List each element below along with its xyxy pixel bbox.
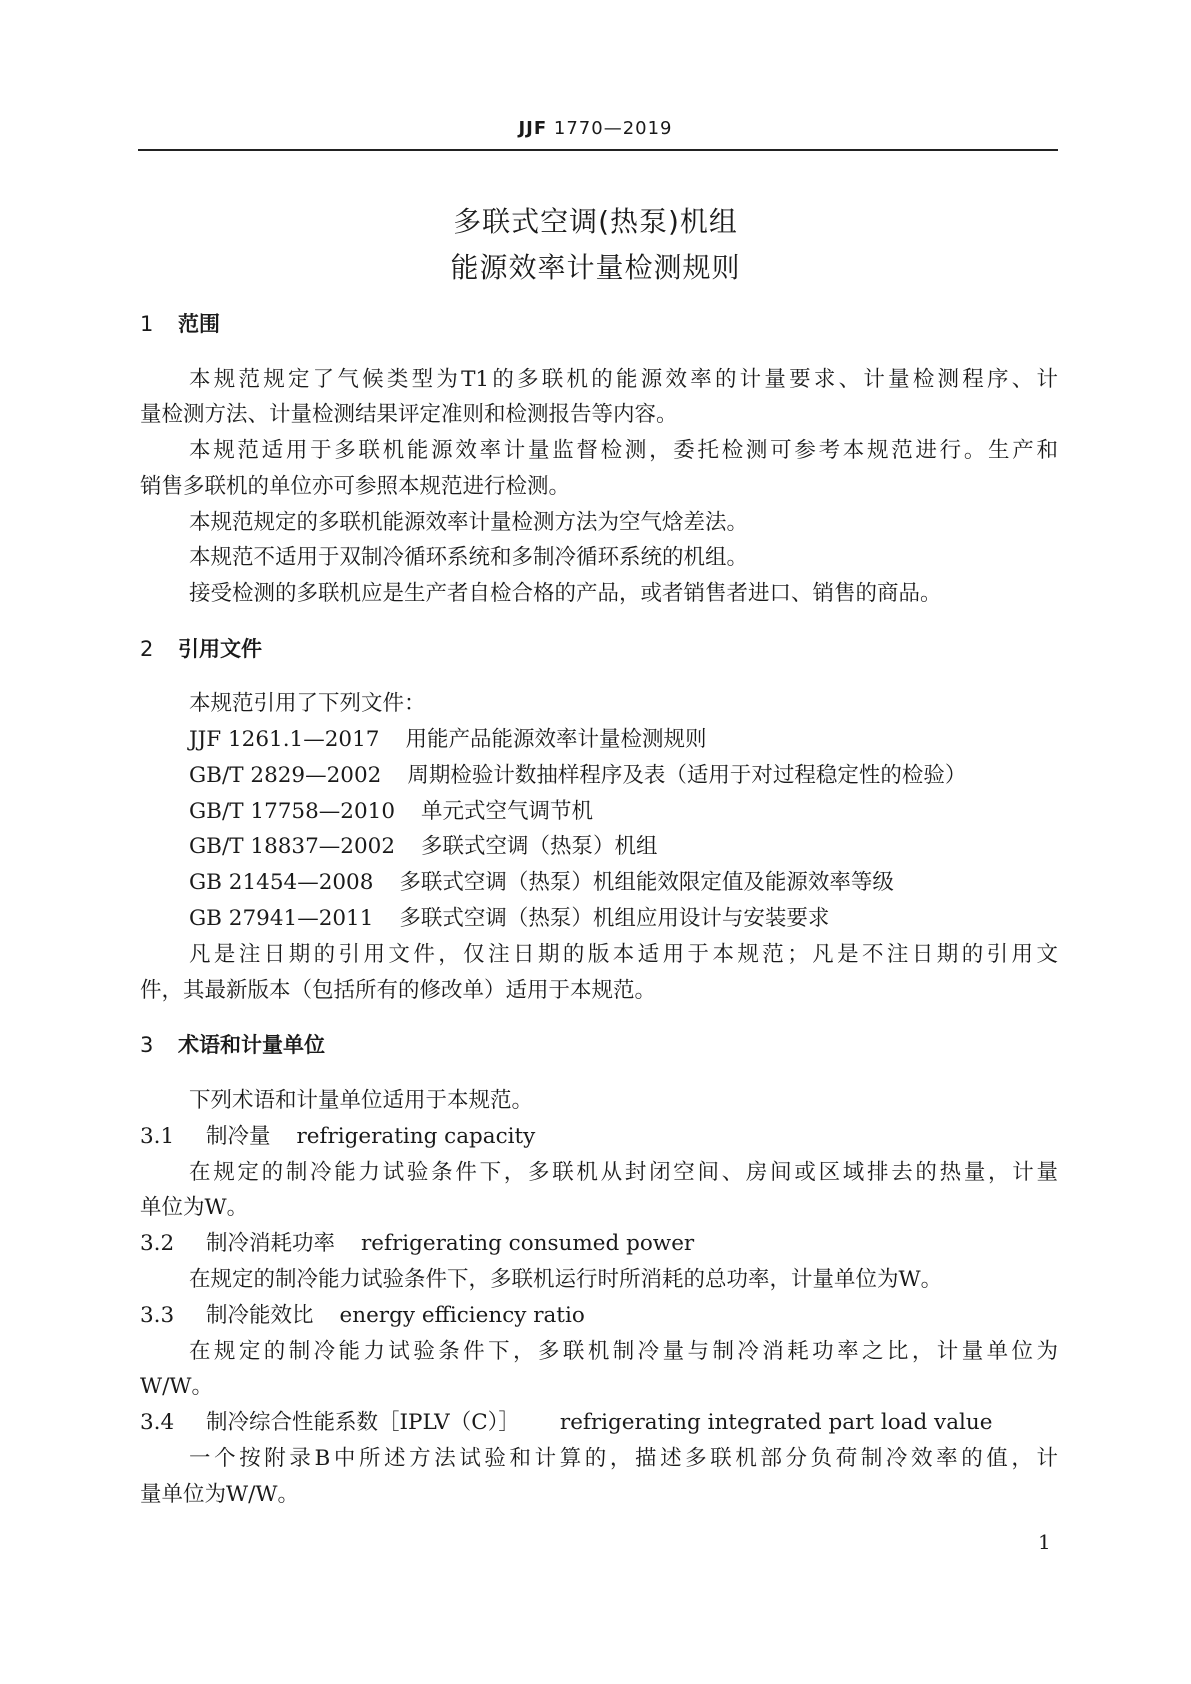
term-heading — [140, 1233, 694, 1255]
reference-name: 多联式空调（热泵）机组 — [421, 834, 658, 859]
standard-code-number: 1770—2019 — [547, 118, 673, 139]
s1-p3: 本规范规定的多联机能源效率计量检测方法为空气焓差法。 — [189, 510, 749, 535]
term-heading — [140, 1412, 992, 1434]
term-definition-line2: 量单位为W/W。 — [140, 1482, 299, 1507]
s1-p4: 本规范不适用于双制冷循环系统和多制冷循环系统的机组。 — [189, 545, 749, 570]
header-rule — [138, 149, 1058, 151]
term-number: 3.3 — [140, 1303, 175, 1328]
reference-item — [189, 908, 829, 930]
reference-code: GB 27941—2011 — [189, 906, 374, 931]
term-definition-line1: 一个按附录B中所述方法试验和计算的，描述多联机部分负荷制冷效率的值，计 — [189, 1446, 1058, 1471]
term-number: 3.2 — [140, 1231, 175, 1256]
section1-title: 范围 — [178, 312, 220, 336]
s1-p1-line2: 量检测方法、计量检测结果评定准则和检测报告等内容。 — [140, 402, 678, 427]
term-definition-line1: 在规定的制冷能力试验条件下，多联机运行时所消耗的总功率，计量单位为W。 — [189, 1267, 943, 1292]
term-definition-line2: 单位为W。 — [140, 1195, 249, 1220]
reference-code: GB 21454—2008 — [189, 870, 374, 895]
document-title-line1: 多联式空调(热泵)机组 — [453, 205, 738, 238]
reference-item — [189, 765, 966, 787]
reference-name: 用能产品能源效率计量检测规则 — [405, 727, 707, 752]
section2-heading — [140, 639, 262, 660]
s1-p1-line1: 本规范规定了气候类型为T1的多联机的能源效率的计量要求、计量检测程序、计 — [189, 367, 1058, 392]
term-zh: 制冷能效比 — [206, 1303, 314, 1328]
term-definition-line1: 在规定的制冷能力试验条件下，多联机制冷量与制冷消耗功率之比，计量单位为 — [189, 1339, 1058, 1364]
term-zh: 制冷量 — [206, 1124, 271, 1149]
reference-name: 多联式空调（热泵）机组能效限定值及能源效率等级 — [399, 870, 894, 895]
term-heading — [140, 1305, 585, 1327]
document-title-line2: 能源效率计量检测规则 — [450, 251, 741, 284]
term-number: 3.1 — [140, 1124, 175, 1149]
reference-code: GB/T 2829—2002 — [189, 763, 382, 788]
section2-number: 2 — [140, 637, 154, 661]
standard-code — [0, 118, 1191, 139]
section1-heading — [140, 314, 220, 335]
reference-item — [189, 872, 894, 894]
reference-code: GB/T 18837—2002 — [189, 834, 396, 859]
s1-p2-line2: 销售多联机的单位亦可参照本规范进行检测。 — [140, 474, 571, 499]
section3-title: 术语和计量单位 — [178, 1033, 325, 1057]
term-definition-line2: W/W。 — [140, 1374, 213, 1399]
s1-p5: 接受检测的多联机应是生产者自检合格的产品，或者销售者进口、销售的商品。 — [189, 581, 942, 606]
term-en: energy efficiency ratio — [339, 1303, 585, 1328]
s2-note-line2: 件，其最新版本（包括所有的修改单）适用于本规范。 — [140, 978, 657, 1003]
page-number: 1 — [1038, 1530, 1051, 1554]
term-zh: 制冷消耗功率 — [206, 1231, 336, 1256]
term-zh: 制冷综合性能系数［IPLV（C）］ — [206, 1410, 520, 1435]
s1-p2-line1: 本规范适用于多联机能源效率计量监督检测，委托检测可参考本规范进行。生产和 — [189, 438, 1058, 463]
section3-number: 3 — [140, 1033, 154, 1057]
reference-name: 周期检验计数抽样程序及表（适用于对过程稳定性的检验） — [407, 763, 967, 788]
reference-name: 单元式空气调节机 — [421, 799, 594, 824]
reference-name: 多联式空调（热泵）机组应用设计与安装要求 — [399, 906, 830, 931]
reference-code: GB/T 17758—2010 — [189, 799, 396, 824]
reference-item — [189, 836, 658, 858]
term-en: refrigerating integrated part load value — [559, 1410, 993, 1435]
reference-code: JJF 1261.1—2017 — [189, 727, 380, 752]
section2-title: 引用文件 — [178, 637, 262, 661]
term-en: refrigerating consumed power — [361, 1231, 695, 1256]
reference-item — [189, 801, 593, 823]
term-definition-line1: 在规定的制冷能力试验条件下，多联机从封闭空间、房间或区域排去的热量，计量 — [189, 1160, 1058, 1185]
s3-intro: 下列术语和计量单位适用于本规范。 — [189, 1088, 534, 1113]
reference-item — [189, 729, 706, 751]
section3-heading — [140, 1035, 325, 1056]
section1-number: 1 — [140, 312, 154, 336]
term-number: 3.4 — [140, 1410, 175, 1435]
s2-note-line1: 凡是注日期的引用文件，仅注日期的版本适用于本规范；凡是不注日期的引用文 — [189, 942, 1058, 967]
term-heading — [140, 1126, 535, 1148]
term-en: refrigerating capacity — [296, 1124, 536, 1149]
standard-code-prefix: JJF — [518, 118, 548, 139]
s2-intro: 本规范引用了下列文件： — [189, 691, 426, 716]
